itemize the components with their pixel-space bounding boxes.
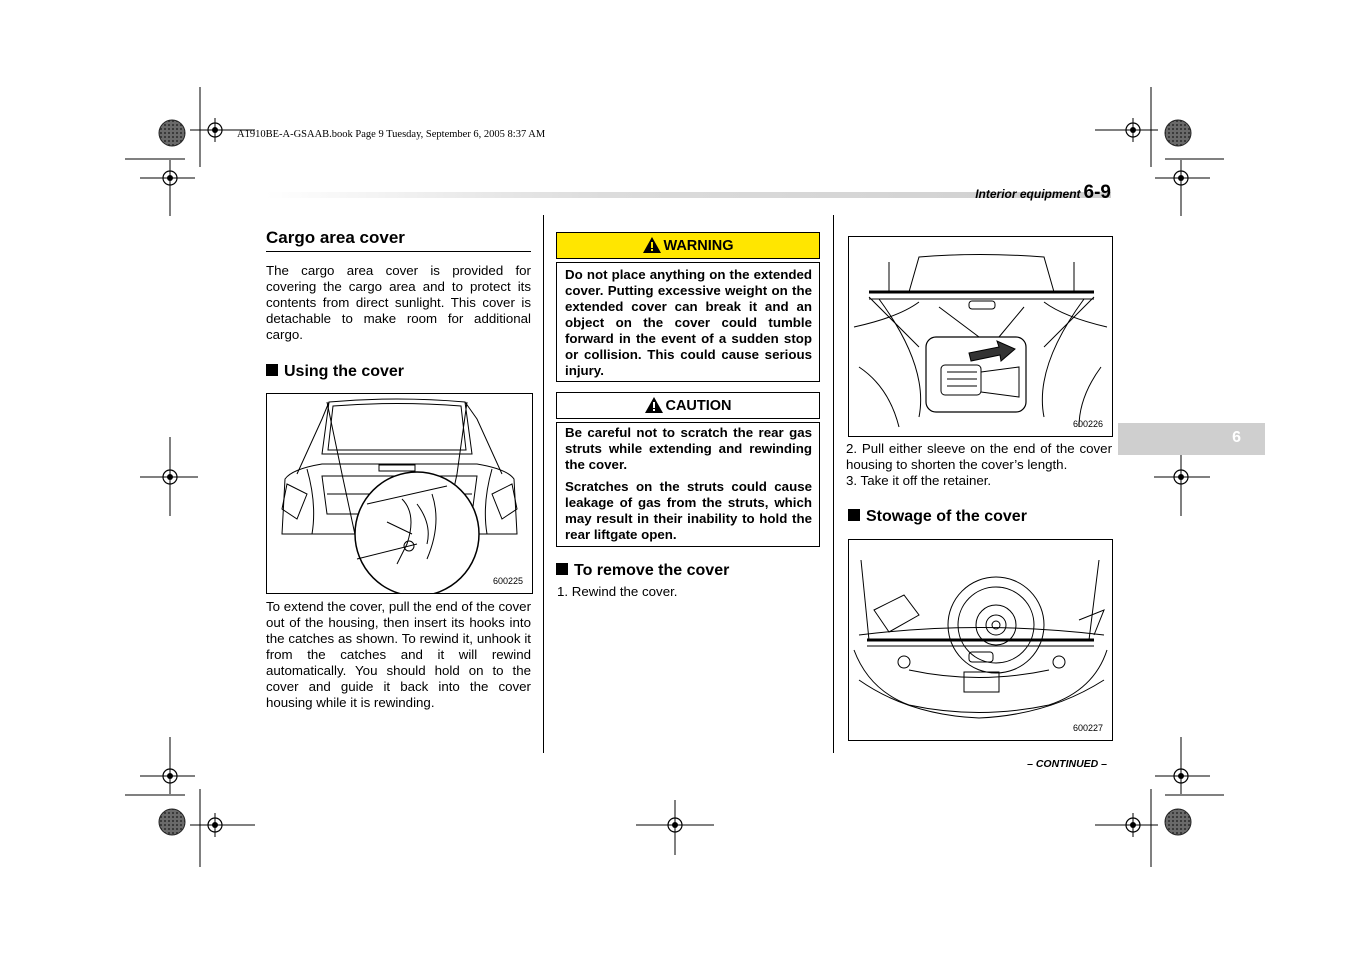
chapter-tab xyxy=(1118,423,1265,455)
bottom-left-marks xyxy=(125,737,255,867)
figure-using-cover xyxy=(266,393,533,594)
page-number: 6-9 xyxy=(1083,182,1111,203)
bottom-center-marks xyxy=(636,800,714,855)
figure-code: 600227 xyxy=(1072,723,1103,733)
figure-code: 600225 xyxy=(492,576,523,586)
step-3: 3. Take it off the retainer. xyxy=(846,473,992,488)
retainer-illustration xyxy=(849,237,1112,436)
subheading-remove-cover: To remove the cover xyxy=(556,562,729,580)
print-header: A1910BE-A-GSAAB.book Page 9 Tuesday, September 6, 2005 8:37 AM xyxy=(237,129,546,140)
caution-text-1: Be careful not to scratch the rear gas struts while extending and rewinding the cover. xyxy=(565,425,812,472)
steps-2-3 xyxy=(846,441,1112,489)
column-divider-1 xyxy=(543,215,544,753)
continued-note: – CONTINUED – xyxy=(1027,758,1107,770)
warning-label: WARNING xyxy=(663,238,734,254)
figure-remove-cover xyxy=(848,236,1113,437)
bottom-right-marks xyxy=(1095,737,1224,867)
caution-label: CAUTION xyxy=(665,398,732,414)
caution-text-2: Scratches on the struts could cause leakage of gas from the struts, which may result in their inability to hold the rear liftgate open. xyxy=(565,479,812,542)
caution-box xyxy=(556,422,820,547)
top-right-marks xyxy=(1095,87,1224,216)
step-1: 1. Rewind the cover. xyxy=(557,584,678,599)
cargo-illustration xyxy=(267,394,532,593)
running-head xyxy=(975,182,1111,204)
warning-text: Do not place anything on the extended cover. Putting excessive weight on the extended cover can break it and an object on the cover could tumble forward in the event of a sudden stop or collision. This could cause serious injury. xyxy=(565,267,812,378)
step-2: 2. Pull either sleeve on the end of the cover housing to shorten the cover’s length. xyxy=(846,441,1112,472)
subheading-stowage: Stowage of the cover xyxy=(848,508,1027,526)
chapter-tab-number: 6 xyxy=(1232,429,1241,446)
warning-header xyxy=(556,232,820,259)
caution-header xyxy=(556,392,820,419)
top-left-marks xyxy=(125,87,255,216)
figure-stowage xyxy=(848,539,1113,741)
subheading-using-cover: Using the cover xyxy=(266,363,404,381)
stowage-illustration xyxy=(849,540,1112,740)
intro-paragraph: The cargo area cover is provided for covering the cargo area and to protect its contents from direct sunlight. This cover is detachable to make room for additional cargo. xyxy=(266,263,531,342)
warning-icon xyxy=(642,236,662,254)
column-divider-2 xyxy=(833,215,834,753)
caution-icon xyxy=(644,396,664,414)
title-underline xyxy=(266,251,531,252)
section-title: Cargo area cover xyxy=(266,228,405,247)
extend-paragraph: To extend the cover, pull the end of the cover out of the housing, then insert its hooks into the catches as shown. To rewind it, unhook it from the catches and it will rewind automatically. You should hold on to the cover and guide it back into the cover housing while it is rewinding. xyxy=(266,599,531,710)
figure-code: 600226 xyxy=(1072,419,1103,429)
section-name: Interior equipment xyxy=(975,187,1081,201)
warning-box xyxy=(556,262,820,382)
